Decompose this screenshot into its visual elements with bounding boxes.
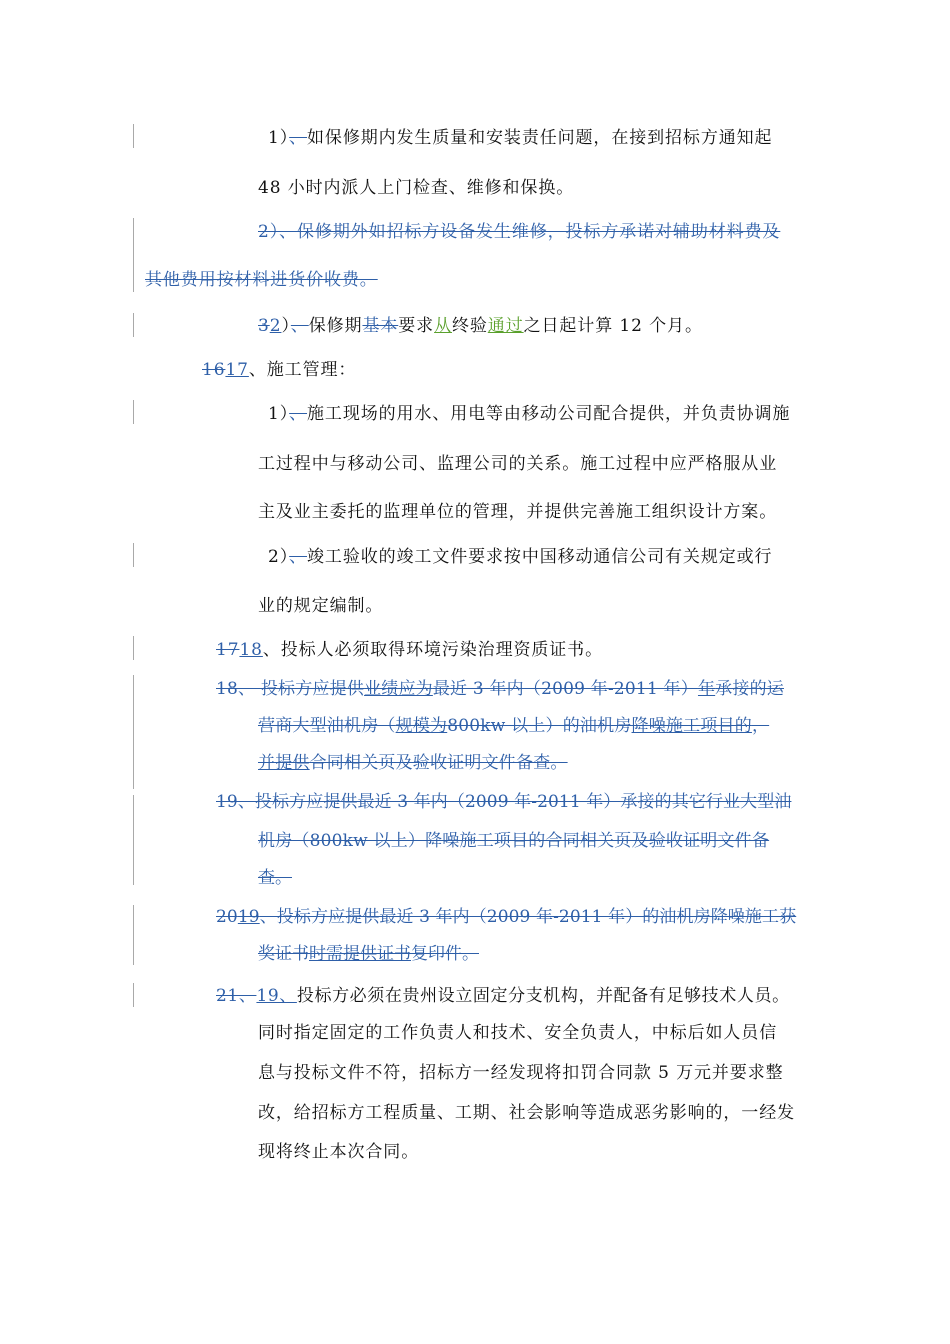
deleted-text: 基本 [362, 316, 399, 336]
paragraph-text: 如保修期内发生质量和安装责任问题，在接到招标方通知起 [307, 128, 773, 148]
deleted-paragraph-line: 18、 投标方应提供业绩应为最近 3 年内（2009 年-2011 年）年承接的运 [216, 679, 784, 699]
deleted-paragraph-line: 营商大型油机房（规模为800kw 以上）的油机房降噪施工项目的， [258, 716, 770, 736]
deleted-paragraph-line: 19、投标方应提供最近 3 年内（2009 年-2011 年）承接的其它行业大型油 [216, 792, 792, 812]
section-heading: 21、19、投标方必须在贵州设立固定分支机构，并配备有足够技术人员。 [216, 986, 790, 1006]
inserted-number: 19、 [256, 986, 297, 1006]
paragraph-line: 改，给招标方工程质量、工期、社会影响等造成恶劣影响的，一经发 [258, 1103, 795, 1123]
deleted-number: 21、 [216, 986, 257, 1006]
deleted-text: 、 [290, 316, 309, 336]
deleted-paragraph-line: 奖证书时需提供证书复印件。 [258, 944, 479, 964]
item-number: 1） [268, 128, 290, 148]
paragraph-line: 32）、保修期基本要求从终验通过之日起计算 12 个月。 [258, 316, 703, 336]
paragraph-line: 现将终止本次合同。 [258, 1142, 420, 1162]
change-bar [133, 905, 134, 965]
deleted-paragraph-line: 查。 [258, 868, 292, 888]
change-bar [133, 313, 134, 337]
change-bar [133, 543, 134, 567]
paragraph-line: 2）、竣工验收的竣工文件要求按中国移动通信公司有关规定或行 [268, 547, 773, 567]
paragraph-line: 息与投标文件不符，招标方一经发现将扣罚合同款 5 万元并要求整 [258, 1063, 784, 1083]
paragraph-line [268, 126, 772, 150]
change-bar [133, 124, 134, 148]
inserted-number: 18 [239, 640, 263, 660]
inserted-text: 通过 [487, 316, 524, 336]
change-bar [133, 983, 134, 1007]
inserted-text: 从 [434, 316, 452, 336]
deleted-paragraph-line: 并提供合同相关页及验收证明文件备查。 [258, 753, 568, 773]
deleted-paragraph-line: 2019、投标方应提供最近 3 年内（2009 年-2011 年）的油机房降噪施工获 [216, 907, 797, 927]
section-heading: 1718、投标人必须取得环境污染治理资质证书。 [216, 640, 603, 660]
deleted-text: 、 [289, 404, 308, 424]
deleted-paragraph-line: 其他费用按材料进货价收费。 [145, 270, 378, 290]
paragraph-line: 业的规定编制。 [258, 596, 384, 616]
change-bar [133, 218, 134, 292]
change-bar [133, 795, 134, 885]
inserted-number: 2 [269, 316, 282, 336]
deleted-text: 、 [289, 128, 308, 148]
deleted-paragraph-line: 2）、保修期外如招标方设备发生维修，投标方承诺对辅助材料费及 [258, 222, 781, 242]
paragraph-text: 48 小时内派人上门检查、维修和保换。 [258, 178, 575, 198]
paragraph-line: 主及业主委托的监理单位的管理，并提供完善施工组织设计方案。 [258, 502, 778, 522]
change-bar [133, 675, 134, 789]
paragraph-line: 1）、施工现场的用水、用电等由移动公司配合提供，并负责协调施 [268, 404, 791, 424]
deleted-number: 3 [258, 316, 270, 336]
paragraph-line: 同时指定固定的工作负责人和技术、安全负责人，中标后如人员信 [258, 1023, 778, 1043]
change-bar [133, 636, 134, 660]
deleted-paragraph-line: 机房（800kw 以上）降噪施工项目的合同相关页及验收证明文件备 [258, 831, 770, 851]
section-heading: 1617、施工管理： [202, 360, 357, 380]
deleted-number: 17 [216, 640, 240, 660]
paragraph-line [258, 176, 574, 200]
deleted-text: 、 [289, 547, 308, 567]
change-bar [133, 400, 134, 424]
paragraph-line: 工过程中与移动公司、监理公司的关系。施工过程中应严格服从业 [258, 454, 778, 474]
deleted-number: 16 [202, 360, 226, 380]
inserted-number: 17 [225, 360, 249, 380]
